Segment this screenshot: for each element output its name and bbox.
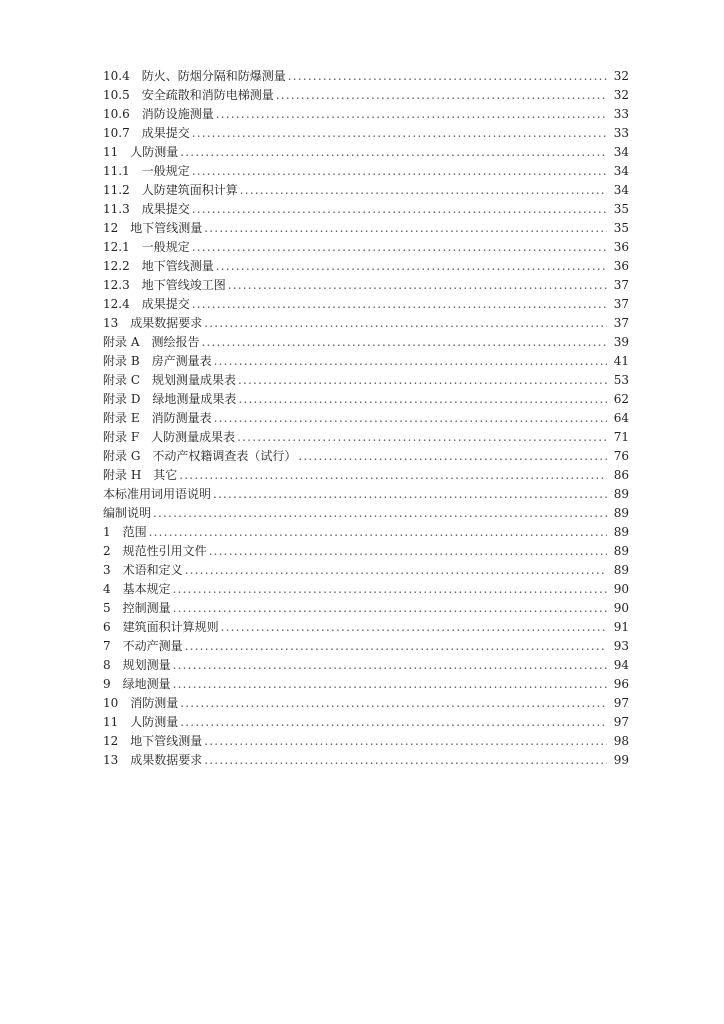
toc-entry[interactable] bbox=[103, 675, 629, 694]
toc-entry[interactable] bbox=[103, 618, 629, 637]
toc-leader-dots bbox=[276, 86, 607, 105]
toc-entry[interactable] bbox=[103, 314, 629, 333]
toc-entry-page-number: 36 bbox=[613, 259, 629, 273]
toc-entry-title: 附录 D 绿地测量成果表 bbox=[103, 392, 237, 406]
toc-entry-title: 附录 A 测绘报告 bbox=[103, 335, 200, 349]
toc-entry[interactable] bbox=[103, 485, 629, 504]
toc-entry[interactable] bbox=[103, 542, 629, 561]
toc-entry-title: 12.1 一般规定 bbox=[103, 240, 190, 254]
toc-leader-dots bbox=[288, 67, 607, 86]
toc-entry-page-number: 34 bbox=[613, 164, 629, 178]
toc-entry-page-number: 90 bbox=[613, 582, 629, 596]
toc-leader-dots bbox=[173, 599, 607, 618]
toc-entry[interactable] bbox=[103, 238, 629, 257]
toc-leader-dots bbox=[221, 618, 607, 637]
toc-entry-title: 11.2 人防建筑面积计算 bbox=[103, 183, 238, 197]
toc-entry[interactable] bbox=[103, 466, 629, 485]
toc-entry-title: 12.3 地下管线竣工图 bbox=[103, 278, 226, 292]
toc-entry-title: 3 术语和定义 bbox=[103, 563, 183, 577]
toc-entry-title: 编制说明 bbox=[103, 506, 152, 520]
toc-entry[interactable] bbox=[103, 352, 629, 371]
toc-entry[interactable] bbox=[103, 447, 629, 466]
toc-entry-title: 11.3 成果提交 bbox=[103, 202, 190, 216]
toc-entry[interactable] bbox=[103, 656, 629, 675]
toc-leader-dots bbox=[173, 675, 607, 694]
toc-leader-dots bbox=[214, 409, 607, 428]
toc-leader-dots bbox=[179, 466, 607, 485]
toc-leader-dots bbox=[153, 504, 607, 523]
toc-entry-page-number: 93 bbox=[613, 639, 629, 653]
toc-leader-dots bbox=[228, 276, 607, 295]
toc-entry-title: 附录 E 消防测量表 bbox=[103, 411, 212, 425]
toc-entry-page-number: 86 bbox=[613, 468, 629, 482]
toc-entry-title: 附录 B 房产测量表 bbox=[103, 354, 212, 368]
toc-leader-dots bbox=[201, 333, 607, 352]
toc-leader-dots bbox=[192, 295, 607, 314]
toc-entry-page-number: 76 bbox=[613, 449, 629, 463]
toc-entry-title: 附录 C 规划测量成果表 bbox=[103, 373, 236, 387]
toc-entry-title: 11 人防测量 bbox=[103, 715, 179, 729]
toc-entry[interactable] bbox=[103, 523, 629, 542]
toc-leader-dots bbox=[149, 523, 607, 542]
toc-leader-dots bbox=[298, 447, 607, 466]
toc-leader-dots bbox=[213, 485, 607, 504]
toc-entry[interactable] bbox=[103, 143, 629, 162]
toc-entry-page-number: 34 bbox=[613, 145, 629, 159]
toc-entry-title: 10 消防测量 bbox=[103, 696, 179, 710]
toc-entry-title: 12.2 地下管线测量 bbox=[103, 259, 214, 273]
toc-leader-dots bbox=[238, 371, 607, 390]
toc-leader-dots bbox=[204, 751, 607, 770]
toc-entry-title: 12 地下管线测量 bbox=[103, 221, 203, 235]
toc-entry[interactable] bbox=[103, 561, 629, 580]
toc-entry-page-number: 90 bbox=[613, 601, 629, 615]
toc-entry[interactable] bbox=[103, 219, 629, 238]
toc-entry-title: 1 范围 bbox=[103, 525, 147, 539]
toc-entry-page-number: 89 bbox=[613, 563, 629, 577]
toc-entry[interactable] bbox=[103, 86, 629, 105]
toc-entry[interactable] bbox=[103, 428, 629, 447]
toc-entry-title: 本标准用词用语说明 bbox=[103, 487, 212, 501]
toc-leader-dots bbox=[192, 238, 607, 257]
toc-entry-title: 11 人防测量 bbox=[103, 145, 179, 159]
toc-entry-page-number: 89 bbox=[613, 506, 629, 520]
toc-entry-page-number: 32 bbox=[613, 88, 629, 102]
toc-entry-page-number: 97 bbox=[613, 696, 629, 710]
toc-entry-title: 10.4 防火、防烟分隔和防爆测量 bbox=[103, 69, 286, 83]
toc-entry-page-number: 98 bbox=[613, 734, 629, 748]
toc-entry-page-number: 41 bbox=[613, 354, 629, 368]
toc-entry-page-number: 94 bbox=[613, 658, 629, 672]
toc-leader-dots bbox=[192, 162, 607, 181]
toc-entry-page-number: 89 bbox=[613, 544, 629, 558]
toc-entry[interactable] bbox=[103, 67, 629, 86]
toc-leader-dots bbox=[204, 314, 607, 333]
toc-entry-page-number: 33 bbox=[613, 107, 629, 121]
toc-entry-page-number: 37 bbox=[613, 316, 629, 330]
toc-entry[interactable] bbox=[103, 105, 629, 124]
toc-leader-dots bbox=[204, 219, 607, 238]
toc-entry[interactable] bbox=[103, 200, 629, 219]
toc-leader-dots bbox=[180, 143, 607, 162]
toc-entry-page-number: 96 bbox=[613, 677, 629, 691]
toc-entry-page-number: 64 bbox=[613, 411, 629, 425]
toc-entry-page-number: 39 bbox=[613, 335, 629, 349]
toc-leader-dots bbox=[216, 105, 607, 124]
toc-entry[interactable] bbox=[103, 580, 629, 599]
toc-entry-page-number: 89 bbox=[613, 525, 629, 539]
toc-entry[interactable] bbox=[103, 181, 629, 200]
toc-leader-dots bbox=[238, 390, 607, 409]
toc-leader-dots bbox=[216, 257, 607, 276]
toc-entry[interactable] bbox=[103, 637, 629, 656]
toc-entry[interactable] bbox=[103, 371, 629, 390]
toc-entry-page-number: 71 bbox=[613, 430, 629, 444]
toc-entry[interactable] bbox=[103, 504, 629, 523]
toc-entry-page-number: 97 bbox=[613, 715, 629, 729]
toc-entry-page-number: 35 bbox=[613, 202, 629, 216]
toc-entry-title: 12.4 成果提交 bbox=[103, 297, 190, 311]
toc-entry-title: 5 控制测量 bbox=[103, 601, 171, 615]
toc-entry[interactable] bbox=[103, 751, 629, 770]
toc-entry[interactable] bbox=[103, 599, 629, 618]
toc-leader-dots bbox=[237, 428, 607, 447]
toc-entry-title: 7 不动产测量 bbox=[103, 639, 183, 653]
toc-entry-title: 附录 F 人防测量成果表 bbox=[103, 430, 236, 444]
toc-entry-page-number: 36 bbox=[613, 240, 629, 254]
toc-entry-page-number: 53 bbox=[613, 373, 629, 387]
toc-entry-page-number: 37 bbox=[613, 278, 629, 292]
toc-entry-title: 12 地下管线测量 bbox=[103, 734, 203, 748]
toc-entry-title: 2 规范性引用文件 bbox=[103, 544, 207, 558]
table-of-contents bbox=[103, 67, 629, 770]
toc-entry-title: 13 成果数据要求 bbox=[103, 316, 203, 330]
toc-entry-page-number: 35 bbox=[613, 221, 629, 235]
toc-leader-dots bbox=[180, 694, 607, 713]
toc-leader-dots bbox=[173, 580, 607, 599]
toc-entry[interactable] bbox=[103, 390, 629, 409]
toc-entry-page-number: 62 bbox=[613, 392, 629, 406]
toc-entry-title: 4 基本规定 bbox=[103, 582, 171, 596]
toc-leader-dots bbox=[185, 561, 607, 580]
toc-entry-title: 6 建筑面积计算规则 bbox=[103, 620, 219, 634]
toc-entry-title: 10.6 消防设施测量 bbox=[103, 107, 214, 121]
toc-entry-title: 9 绿地测量 bbox=[103, 677, 171, 691]
toc-leader-dots bbox=[214, 352, 607, 371]
toc-entry[interactable] bbox=[103, 732, 629, 751]
toc-leader-dots bbox=[180, 713, 607, 732]
toc-entry-page-number: 33 bbox=[613, 126, 629, 140]
toc-entry-title: 8 规划测量 bbox=[103, 658, 171, 672]
toc-entry-page-number: 91 bbox=[613, 620, 629, 634]
toc-entry-page-number: 37 bbox=[613, 297, 629, 311]
toc-entry[interactable] bbox=[103, 257, 629, 276]
toc-entry[interactable] bbox=[103, 162, 629, 181]
toc-entry-page-number: 99 bbox=[613, 753, 629, 767]
toc-leader-dots bbox=[192, 200, 607, 219]
toc-leader-dots bbox=[204, 732, 607, 751]
toc-entry-title: 附录 H 其它 bbox=[103, 468, 178, 482]
toc-entry-page-number: 34 bbox=[613, 183, 629, 197]
toc-leader-dots bbox=[209, 542, 607, 561]
toc-leader-dots bbox=[192, 124, 607, 143]
toc-leader-dots bbox=[185, 637, 607, 656]
toc-entry[interactable] bbox=[103, 713, 629, 732]
toc-entry-title: 附录 G 不动产权籍调查表（试行） bbox=[103, 449, 297, 463]
toc-entry[interactable] bbox=[103, 276, 629, 295]
toc-leader-dots bbox=[240, 181, 607, 200]
toc-entry[interactable] bbox=[103, 694, 629, 713]
toc-entry[interactable] bbox=[103, 409, 629, 428]
toc-entry-title: 11.1 一般规定 bbox=[103, 164, 190, 178]
toc-leader-dots bbox=[173, 656, 607, 675]
toc-entry-page-number: 89 bbox=[613, 487, 629, 501]
toc-entry-title: 10.7 成果提交 bbox=[103, 126, 190, 140]
toc-entry-title: 13 成果数据要求 bbox=[103, 753, 203, 767]
toc-entry-page-number: 32 bbox=[613, 69, 629, 83]
toc-entry-title: 10.5 安全疏散和消防电梯测量 bbox=[103, 88, 274, 102]
toc-entry[interactable] bbox=[103, 124, 629, 143]
toc-entry[interactable] bbox=[103, 295, 629, 314]
toc-entry[interactable] bbox=[103, 333, 629, 352]
